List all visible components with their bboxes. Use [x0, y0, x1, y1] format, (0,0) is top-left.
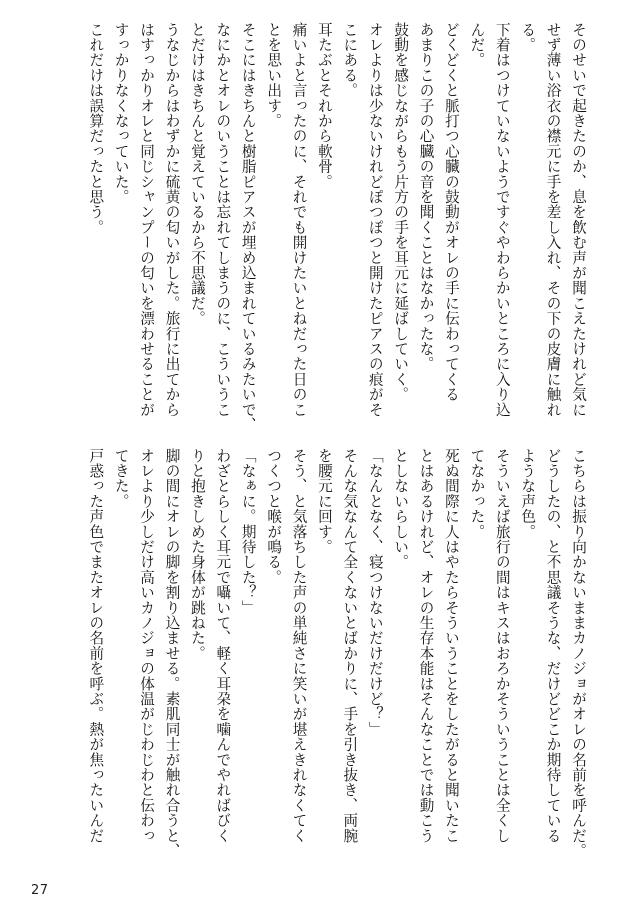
- text-line: としないらしい。: [392, 448, 410, 570]
- text-line: つくつと喉が鳴る。: [265, 448, 283, 585]
- text-line: せず薄い浴衣の襟元に手を差し入れ、その下の皮膚に触れ: [544, 22, 562, 418]
- text-line: はすっかりオレと同じシャンプーの匂いを漂わせることが: [138, 22, 156, 418]
- text-line: 戸惑った声色でまたオレの名前を呼ぶ。熱が焦ったいんだ: [87, 448, 105, 844]
- page-number: 27: [31, 883, 49, 898]
- text-line: 耳たぶとそれから軟骨。: [315, 22, 333, 190]
- text-line: 鼓動を感じながらもう片方の手を耳元に延ばしていく。: [392, 22, 410, 402]
- text-line: とを思い出す。: [265, 22, 283, 129]
- text-line: を腰元に回す。: [315, 448, 333, 555]
- text-line: 脚の間にオレの脚を割り込ませる。素肌同士が触れ合うと、: [163, 448, 181, 859]
- text-line: とだけはきちんと覚えているから不思議だ。: [188, 22, 206, 326]
- text-line: これだけは誤算だったと思う。: [87, 22, 105, 235]
- text-line: 「なんとなく、寝つけないだけだけど？」: [366, 448, 384, 737]
- text-line: てなかった。: [468, 448, 486, 540]
- text-line: 「なぁに。期待した？」: [239, 448, 257, 616]
- text-line: そのせいで起きたのか、息を飲む声が聞こえたけれど気に: [570, 22, 587, 418]
- text-line: あまりこの子の心臓の音を聞くことはなかったな。: [417, 22, 435, 372]
- vertical-text-block-lower: [83, 448, 591, 859]
- text-line: どうしたの、と不思議そうな、だけどどこか期待している: [544, 448, 562, 844]
- text-line: そう、と気落ちした声の単純さに笑いが堪えきれなくてく: [290, 448, 308, 844]
- text-line: 痛いよと言ったのに、それでも開けたいとねだった日のこ: [290, 22, 308, 418]
- text-line: 死ぬ間際に人はやたらそういうことをしたがると聞いたこ: [442, 448, 460, 844]
- text-line: オレよりは少ないけれどぽつぽつと開けたピアスの痕がそ: [366, 22, 384, 418]
- text-line: 下着はつけていないようですぐやわらかいところに入り込: [493, 22, 511, 418]
- text-line: る。: [519, 22, 537, 53]
- text-line: りと抱きしめた身体が跳ねた。: [188, 448, 206, 661]
- text-line: わざとらしく耳元で囁いて、軽く耳朶を噛んでやればびく: [214, 448, 232, 844]
- text-line: てきた。: [112, 448, 130, 509]
- text-line: そういえば旅行の間はキスはおろかそういうことは全くし: [493, 448, 511, 844]
- text-line: なにかとオレのいうことは忘れてしまうのに、こういうこ: [214, 22, 232, 418]
- text-line: うなじからはわずかに硫黄の匂いがした。旅行に出てから: [163, 22, 181, 418]
- text-line: そこにはきちんと樹脂ピアスが埋め込まれているみたいで、: [239, 22, 257, 433]
- text-line: こにある。: [341, 22, 359, 98]
- text-line: オレより少しだけ高いカノジョの体温がじわじわと伝わっ: [138, 448, 156, 844]
- text-line: すっかりなくなっていた。: [112, 22, 130, 205]
- text-line: ような声色。: [519, 448, 537, 540]
- text-line: どくどくと脈打つ心臓の鼓動がオレの手に伝わってくる: [442, 22, 460, 402]
- vertical-text-block-upper: [83, 22, 591, 433]
- text-line: そんな気なんて全くないとばかりに、手を引き抜き、両腕: [341, 448, 359, 844]
- text-line: とはあるけれど、オレの生存本能はそんなことでは動こう: [417, 448, 435, 844]
- text-line: んだ。: [468, 22, 486, 68]
- text-line: こちらは振り向かないままカノジョがオレの名前を呼んだ。: [570, 448, 587, 859]
